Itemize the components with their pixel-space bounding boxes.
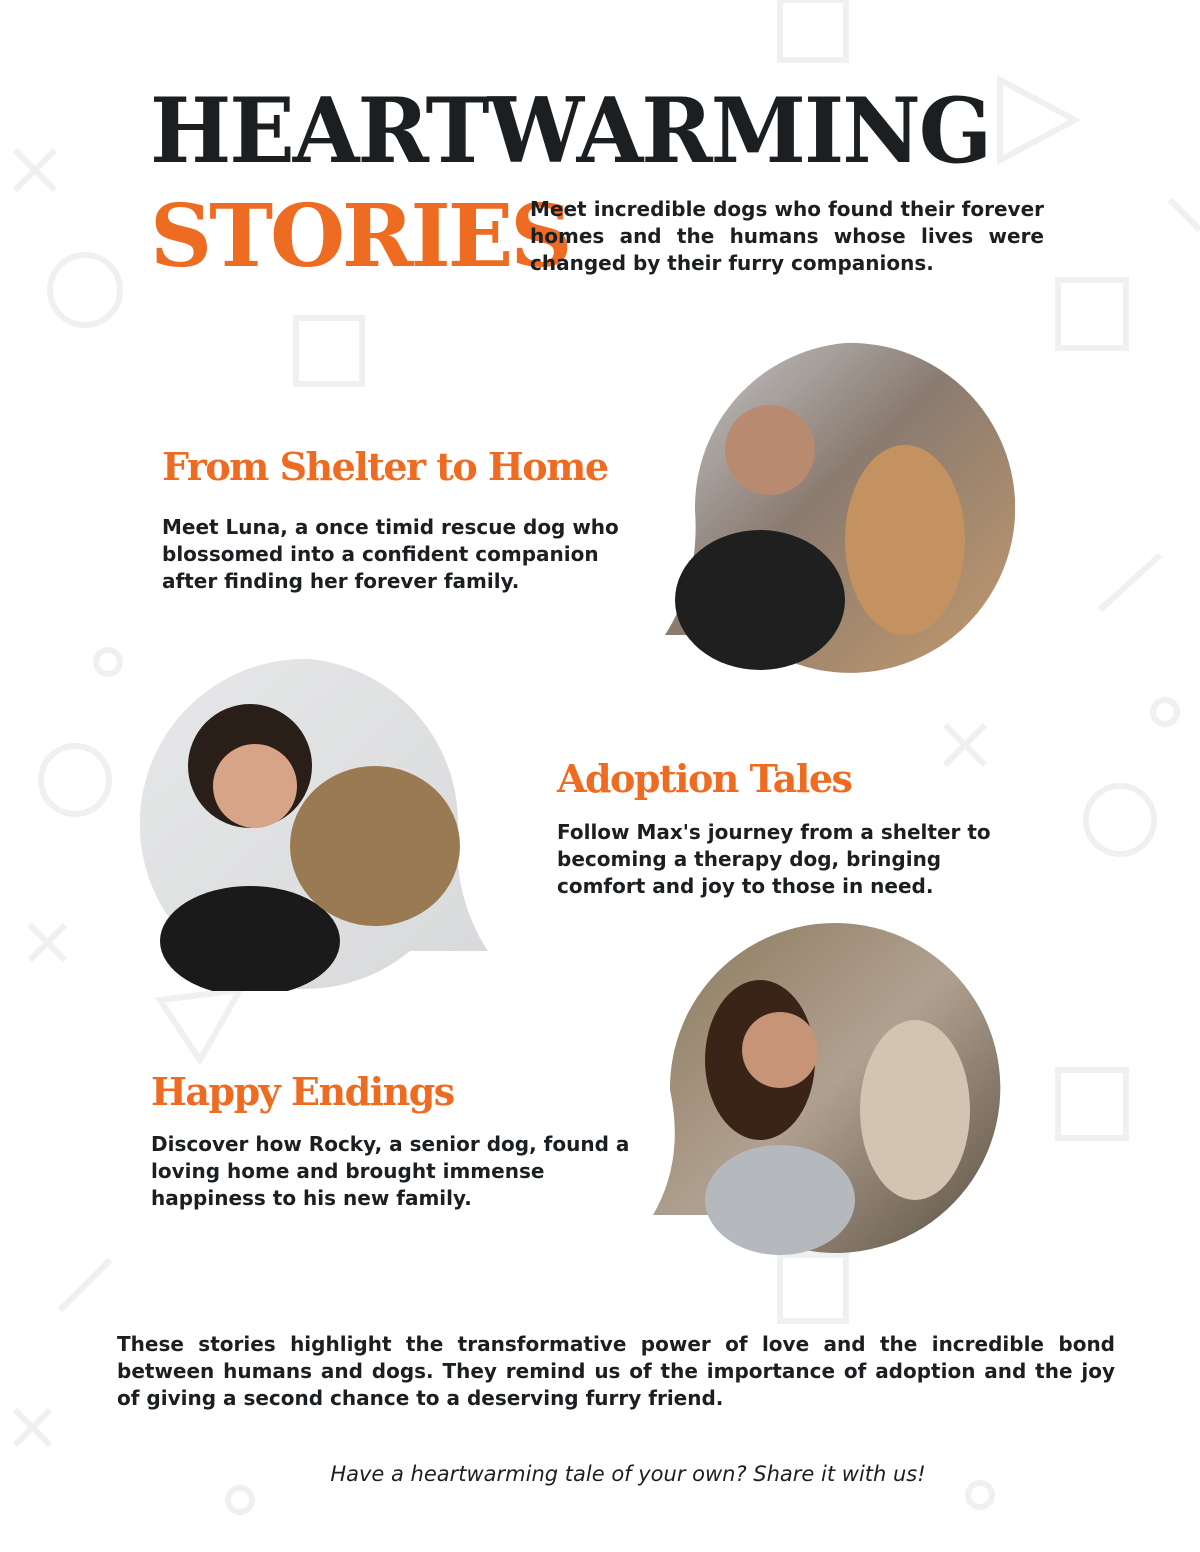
photo-woman-hugging-dog	[650, 920, 1005, 1255]
photo-man-with-dog	[660, 340, 1015, 675]
photo-woman-with-dog	[140, 656, 492, 991]
heading-happy-endings: Happy Endings	[151, 1069, 454, 1114]
title-heartwarming: HEARTWARMING	[150, 78, 991, 185]
story-text-luna: Meet Luna, a once timid rescue dog who blossomed into a confident companion after finding her forever family.	[162, 515, 619, 593]
story-text-rocky: Discover how Rocky, a senior dog, found a loving home and brought immense happiness to his new family.	[151, 1132, 630, 1210]
intro-text: Meet incredible dogs who found their forever homes and the humans whose lives were changed by their furry companions.	[530, 197, 1044, 275]
footer-call-to-action: Have a heartwarming tale of your own? Share it with us!	[330, 1462, 926, 1486]
closing-paragraph: These stories highlight the transformative power of love and the incredible bond between humans and dogs. They remind us of the importance of adoption and the joy of giving a second chance to a deserving furry friend.	[117, 1332, 1115, 1410]
title-stories: STORIES	[150, 186, 570, 287]
heading-adoption-tales: Adoption Tales	[557, 756, 852, 801]
heading-from-shelter-to-home: From Shelter to Home	[162, 444, 608, 489]
story-text-max: Follow Max's journey from a shelter to becoming a therapy dog, bringing comfort and joy to those in need.	[557, 820, 991, 898]
